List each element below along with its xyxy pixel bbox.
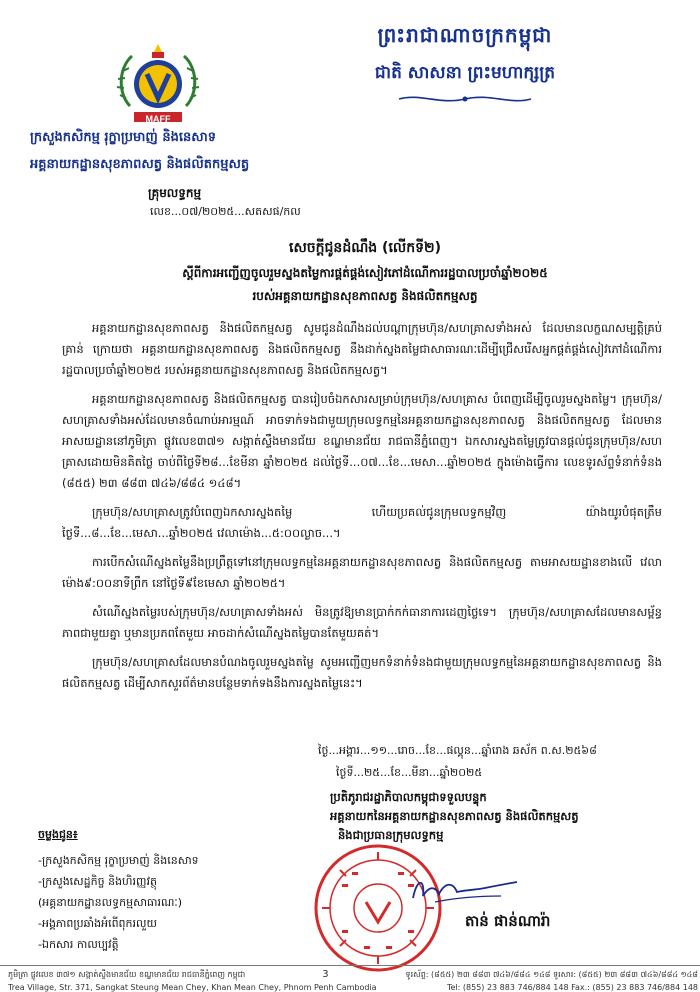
official-seal-icon: [312, 842, 444, 974]
signature-title: [330, 788, 690, 845]
cc-item: -ឯកសារ កាលប្បវត្តិ: [38, 938, 119, 951]
paragraph-1: អគ្គនាយកដ្ឋានសុខភាពសត្វ និងផលិតកម្មសត្វ សូមជូនដំណឹងដល់បណ្ដាក្រុមហ៊ុន/សហគ្រាសទាំងអស់ ដែលមានលក្ខណសម្បត្តិគ្រប់គ្រាន់ ក្រោយថា អគ្គនាយកដ្ឋានសុខភាពសត្វ និងផលិតកម្មសត្វ នឹងដាក់ស្នងតម្លៃជាសាធារណៈដើម្បីជ្រើសរើសអ្នកផ្គត់ផ្គង់សៀវភៅដំណើការរដ្ឋបាលប្រចាំឆ្នាំ២០២៥ របស់អគ្គនាយកដ្ឋានសុខភាពសត្វ និងផលិតកម្មសត្វ។: [62, 321, 662, 377]
cc-item: -ក្រសួងកសិកម្ម រុក្ខាប្រមាញ់ និងនេសាទ: [38, 854, 199, 867]
footer-phone-kh: ទូរស័ព្ទ: (៨៥៥) ២៣ ៨៨៣ ៧៤៦/៨៨៤ ១៤៨ ទូរសារ: (៨៥៥) ២៣ ៨៨៣ ៧៤៦/៨៨៤ ១៤៨: [405, 970, 698, 979]
cc-list: [38, 828, 199, 955]
paragraph-2: អគ្គនាយកដ្ឋានសុខភាពសត្វ និងផលិតកម្មសត្វ បានរៀបចំឯកសារសម្រាប់ក្រុមហ៊ុន/សហគ្រាស បំពេញដើម្បីចូលរួមស្នងតម្លៃ។ ក្រុមហ៊ុន/សហគ្រាសទាំងអស់ដែលមានចំណាប់អារម្មណ៍ អាចទាក់ទងជាមួយក្រុមលទ្ធកម្មនៃអគ្គនាយកដ្ឋានសុខភាពសត្វ និងផលិតកម្មសត្វ ដែលមានអាសយដ្ឋាននៅភូមិត្រា ផ្លូវលេខ៣៧១ សង្កាត់ស្ទឹងមានជ័យ ខណ្ឌមានជ័យ រាជធានីភ្នំពេញ។ ឯកសារស្នងតម្លៃត្រូវបានផ្ដល់ជូនក្រុមហ៊ុន/សហគ្រាសដោយមិនគិតថ្លៃ ចាប់ពីថ្ងៃទី២៨...ខែមីនា ឆ្នាំ២០២៥ ដល់ថ្ងៃទី...០៧...ខែ...មេសា...ឆ្នាំ២០២៥ ក្នុងម៉ោងធ្វើការ លេខទូរស័ព្ទទំនាក់ទំនង (៨៥៥) ២៣ ៨៨៣ ៧៤៦/៨៨៤ ១៤៨។: [62, 392, 662, 490]
footer-divider: [0, 965, 700, 966]
reference-number: លេខ...០៧/២០២៥...សតសផ/កល: [150, 205, 301, 218]
paragraph-5: សំណើស្នងតម្លៃរបស់ក្រុមហ៊ុន/សហគ្រាសទាំងអស់ មិនត្រូវឱ្យមានប្រាក់កក់ធានាការដេញថ្លៃទេ។ ក្រុមហ៊ុន/សហគ្រាសដែលមានសម្ព័ន្ធភាពជាមួយគ្នា ឬមានប្រភពតែមួយ អាចដាក់សំណើស្នងតម្លៃបានតែមួយគត់។: [62, 605, 662, 640]
notice-title-line2: ស្ដីពីការអញ្ជើញចូលរួមស្នងតម្លៃការផ្គត់ផ្គង់សៀវភៅដំណើការរដ្ឋបាលប្រចាំឆ្នាំ២០២៥: [182, 266, 548, 280]
date-block: [318, 740, 678, 784]
cc-item: -ក្រសួងសេដ្ឋកិច្ច និងហិរញ្ញវត្ថុ: [38, 875, 157, 888]
kingdom-motto: ជាតិ សាសនា ព្រះមហាក្សត្រ: [374, 63, 556, 83]
footer-address-en: Trea Village, Str. 371, Sangkat Steung Mean Chey, Khan Mean Chey, Phnom Penh Cambodia: [8, 983, 377, 992]
notice-title-line3: របស់អគ្គនាយកដ្ឋានសុខភាពសត្វ និងផលិតកម្មសត្វ: [252, 289, 478, 303]
notice-title-line1: សេចក្ដីជូនដំណឹង (លើកទី២): [289, 240, 441, 256]
cc-heading: ចម្លងជូន៖: [38, 828, 78, 841]
signature-title-line1: ប្រតិភូរាជរដ្ឋាភិបាលកម្ពុជាទទួលបន្ទុក: [330, 790, 487, 804]
footer-address-kh: ភូមិត្រា ផ្លូវលេខ ៣៧១ សង្កាត់ស្ទឹងមានជ័យ ខណ្ឌមានជ័យ រាជធានីភ្នំពេញ កម្ពុជា: [8, 970, 246, 979]
cc-item: -អង្គភាពប្រឆាំងអំពើពុករលួយ: [38, 917, 157, 930]
paragraph-4: ការបើកសំណើស្នងតម្លៃនឹងប្រព្រឹត្តទៅនៅក្រុមលទ្ធកម្មនៃអគ្គនាយកដ្ឋានសុខភាពសត្វ និងផលិតកម្មសត្វ តាមអាសយដ្ឋានខាងលើ វេលាម៉ោង៩:០០នាទីព្រឹក នៅថ្ងៃទី៩ខែមេសា ឆ្នាំ២០២៥។: [62, 555, 662, 590]
notice-title: [60, 238, 670, 306]
kingdom-header: [250, 22, 680, 87]
lunar-date: ថ្ងៃ...អង្គារ...១១...រោច...ខែ...ផល្គុន...ឆ្នាំរោង ឆស័ក ព.ស.២៥៦៨: [318, 744, 597, 757]
paragraph-3: ក្រុមហ៊ុន/សហគ្រាសត្រូវបំពេញឯកសារស្នងតម្លៃ ហើយប្រគល់ជូនក្រុមលទ្ធកម្មវិញ យ៉ាងយូរបំផុតត្រឹមថ្ងៃទី...៨...ខែ...មេសា...ឆ្នាំ២០២៥ វេលាម៉ោង...៥:០០ល្ងាច...។: [62, 505, 662, 540]
page-number: 3: [322, 969, 329, 980]
committee-name: គ្រុមលទ្ធកម្ម: [148, 186, 202, 200]
ornament-divider-icon: [395, 92, 535, 106]
signature-title-line3: និងជាប្រធានក្រុមលទ្ធកម្ម: [338, 828, 444, 842]
page-footer: [8, 969, 698, 992]
logo-banner: [134, 112, 182, 124]
logo-banner-text: MAFF: [145, 114, 171, 124]
solar-date: ថ្ងៃទី...២៥...ខែ...មីនា...ឆ្នាំ២០២៥: [336, 766, 483, 779]
cc-item: (អគ្គនាយកដ្ឋានលទ្ធកម្មសាធារណៈ): [38, 896, 183, 909]
signer-name: តាន់ ផាន់ណារ៉ា: [465, 912, 551, 930]
handwritten-signature-icon: [405, 868, 525, 908]
ministry-name: ក្រសួងកសិកម្ម រុក្ខាប្រមាញ់ និងនេសាទ: [30, 130, 216, 145]
paragraph-6: ក្រុមហ៊ុន/សហគ្រាសដែលមានបំណងចូលរួមស្នងតម្លៃ សូមអញ្ជើញមកទំនាក់ទំនងជាមួយក្រុមលទ្ធកម្មនៃអគ្គនាយកដ្ឋានសុខភាពសត្វ និងផលិតកម្មសត្វ ដើម្បីសាកសួរព័ត៌មានបន្ថែមទាក់ទងនឹងការស្នងតម្លៃនេះ។: [62, 655, 662, 690]
department-name: អគ្គនាយកដ្ឋានសុខភាពសត្វ និងផលិតកម្មសត្វ: [30, 157, 250, 172]
footer-phone-en: Tel: (855) 23 883 746/884 148 Fax.: (855) 23 883 746/884 148: [446, 983, 698, 992]
notice-body: [62, 318, 662, 702]
kingdom-title: ព្រះរាជាណាចក្រកម្ពុជា: [377, 23, 553, 47]
signature-title-line2: អគ្គនាយកនៃអគ្គនាយកដ្ឋានសុខភាពសត្វ និងផលិតកម្មសត្វ: [330, 809, 579, 823]
ministry-block: [30, 129, 249, 203]
